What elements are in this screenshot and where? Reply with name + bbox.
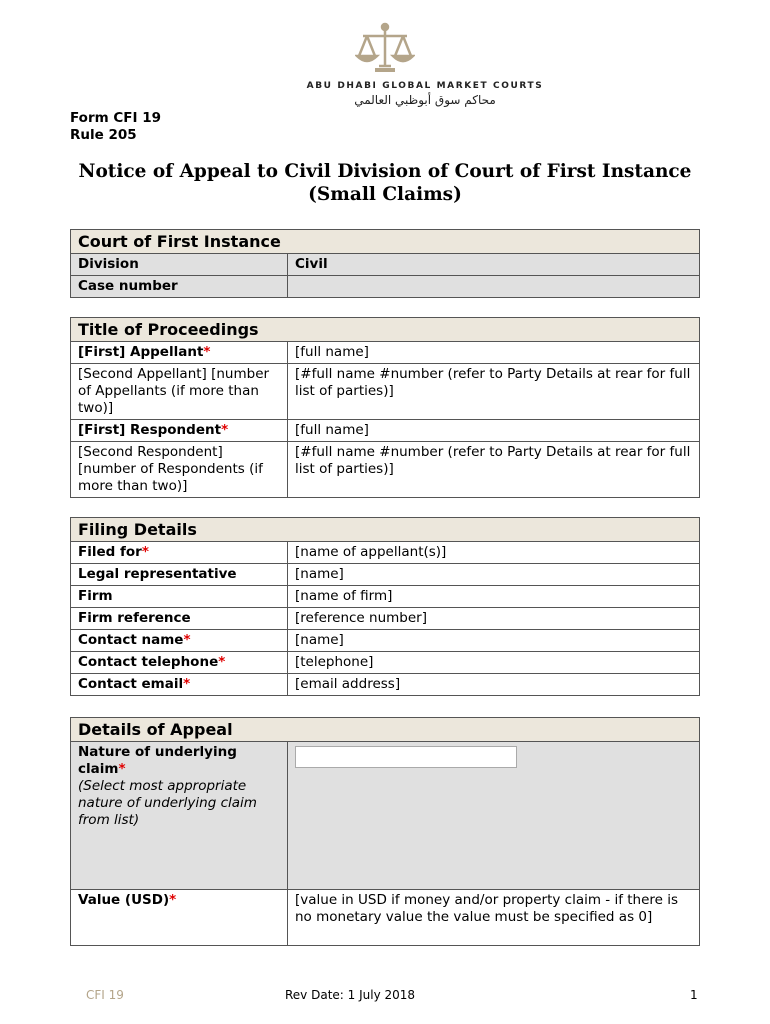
firm-reference-field[interactable]: [reference number] [288, 608, 700, 630]
contact-email-field[interactable]: [email address] [288, 674, 700, 696]
required-marker: * [203, 344, 211, 360]
firm-label: Firm [71, 586, 288, 608]
value-usd-field[interactable]: [value in USD if money and/or property claim - if there is no monetary value the value must be specified as 0] [288, 890, 700, 946]
contact-name-label-text: Contact name [78, 632, 184, 648]
proceedings-heading: Title of Proceedings [71, 318, 700, 342]
footer-rev-date: Rev Date: 1 July 2018 [285, 988, 416, 1002]
first-respondent-label-text: [First] Respondent [78, 422, 222, 438]
first-appellant-label [71, 342, 288, 364]
legal-rep-field[interactable]: [name] [288, 564, 700, 586]
required-marker: * [221, 422, 229, 438]
contact-telephone-label-text: Contact telephone [78, 654, 219, 670]
org-name-arabic: محاكم سوق أبوظبي العالمي [354, 93, 496, 107]
nature-of-claim-label [71, 742, 288, 890]
second-appellant-field[interactable]: [#full name #number (refer to Party Details at rear for full list of parties)] [288, 364, 700, 420]
required-marker: * [218, 654, 226, 670]
required-marker: * [183, 632, 191, 648]
value-usd-label [71, 890, 288, 946]
second-respondent-label: [Second Respondent] [number of Respondents (if more than two)] [71, 442, 288, 498]
required-marker: * [118, 761, 126, 777]
first-respondent-label [71, 420, 288, 442]
court-section [70, 229, 700, 298]
required-marker: * [183, 676, 191, 692]
contact-telephone-field[interactable]: [telephone] [288, 652, 700, 674]
value-usd-label-text: Value (USD) [78, 892, 170, 908]
filed-for-field[interactable]: [name of appellant(s)] [288, 542, 700, 564]
case-number-field[interactable] [288, 276, 700, 298]
contact-name-label [71, 630, 288, 652]
org-name-english: ABU DHABI GLOBAL MARKET COURTS [306, 81, 544, 91]
filed-for-label [71, 542, 288, 564]
filing-section [70, 517, 700, 696]
first-appellant-field[interactable]: [full name] [288, 342, 700, 364]
second-appellant-label: [Second Appellant] [number of Appellants (if more than two)] [71, 364, 288, 420]
appeal-section [70, 717, 700, 946]
required-marker: * [169, 892, 177, 908]
form-identifier [70, 110, 161, 144]
required-marker: * [141, 544, 149, 560]
division-label: Division [71, 254, 288, 276]
first-appellant-label-text: [First] Appellant [78, 344, 204, 360]
nature-of-claim-cell [288, 742, 700, 890]
second-respondent-field[interactable]: [#full name #number (refer to Party Details at rear for full list of parties)] [288, 442, 700, 498]
contact-name-field[interactable]: [name] [288, 630, 700, 652]
page-title: Notice of Appeal to Civil Division of Court of First Instance (Small Claims) [78, 161, 692, 205]
contact-email-label [71, 674, 288, 696]
filing-heading: Filing Details [71, 518, 700, 542]
nature-of-claim-select[interactable] [295, 746, 517, 768]
contact-telephone-label [71, 652, 288, 674]
rule-number: Rule 205 [70, 127, 137, 143]
nature-of-claim-label-text: Nature of underlying claim [78, 744, 237, 777]
filed-for-label-text: Filed for [78, 544, 142, 560]
form-number: Form CFI 19 [70, 110, 162, 126]
footer-page-number: 1 [690, 988, 698, 1002]
firm-reference-label: Firm reference [71, 608, 288, 630]
legal-rep-label: Legal representative [71, 564, 288, 586]
firm-field[interactable]: [name of firm] [288, 586, 700, 608]
proceedings-section [70, 317, 700, 498]
contact-email-label-text: Contact email [78, 676, 184, 692]
court-logo [0, 22, 770, 74]
division-value: Civil [288, 254, 700, 276]
first-respondent-field[interactable]: [full name] [288, 420, 700, 442]
appeal-heading: Details of Appeal [71, 718, 700, 742]
footer-form-code: CFI 19 [86, 988, 124, 1002]
court-heading: Court of First Instance [71, 230, 700, 254]
nature-of-claim-hint: (Select most appropriate nature of underlying claim from list) [78, 778, 257, 828]
scales-of-justice-icon [355, 22, 415, 74]
case-number-label: Case number [71, 276, 288, 298]
